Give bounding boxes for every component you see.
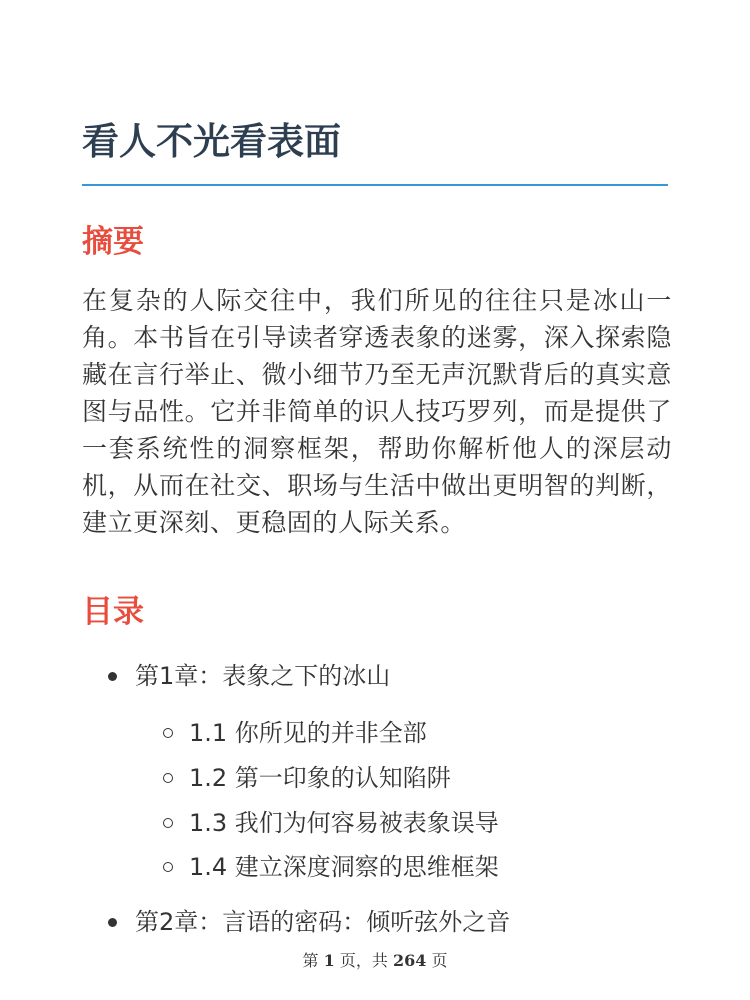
bullet-circle-icon xyxy=(163,818,173,828)
toc-chapter-label: 第1章：表象之下的冰山 xyxy=(135,662,391,690)
toc-heading: 目录 xyxy=(82,594,144,630)
bullet-circle-icon xyxy=(163,862,173,872)
toc-section-label: 1.4 建立深度洞察的思维框架 xyxy=(189,853,499,881)
toc-section-label: 1.3 我们为何容易被表象误导 xyxy=(189,809,499,837)
bullet-circle-icon xyxy=(163,728,173,738)
bullet-disc-icon xyxy=(108,672,117,681)
footer-suffix: 页 xyxy=(431,951,448,970)
abstract-paragraph: 在复杂的人际交往中，我们所见的往往只是冰山一角。本书旨在引导读者穿透表象的迷雾，深入探索隐藏在言行举止、微小细节乃至无声沉默背后的真实意图与品性。它并非简单的识人技巧罗列，而是提供了一套系统性的洞察框架，帮助你解析他人的深层动机，从而在社交、职场与生活中做出更明智的判断，建立更深刻、更稳固的人际关系。 xyxy=(82,286,672,537)
toc-section-label: 1.1 你所见的并非全部 xyxy=(189,719,427,747)
footer-prefix: 第 xyxy=(302,951,319,970)
bullet-disc-icon xyxy=(108,918,117,927)
page-footer xyxy=(0,950,750,972)
toc-section-label: 1.2 第一印象的认知陷阱 xyxy=(189,764,451,792)
footer-middle: 页，共 xyxy=(339,951,388,970)
bullet-circle-icon xyxy=(163,773,173,783)
toc-chapter-label: 第2章：言语的密码：倾听弦外之音 xyxy=(135,908,511,936)
title-divider xyxy=(82,184,668,186)
footer-total-pages: 264 xyxy=(392,951,427,970)
document-title: 看人不光看表面 xyxy=(82,120,341,163)
footer-page-number: 1 xyxy=(323,951,335,970)
abstract-heading: 摘要 xyxy=(82,224,144,260)
